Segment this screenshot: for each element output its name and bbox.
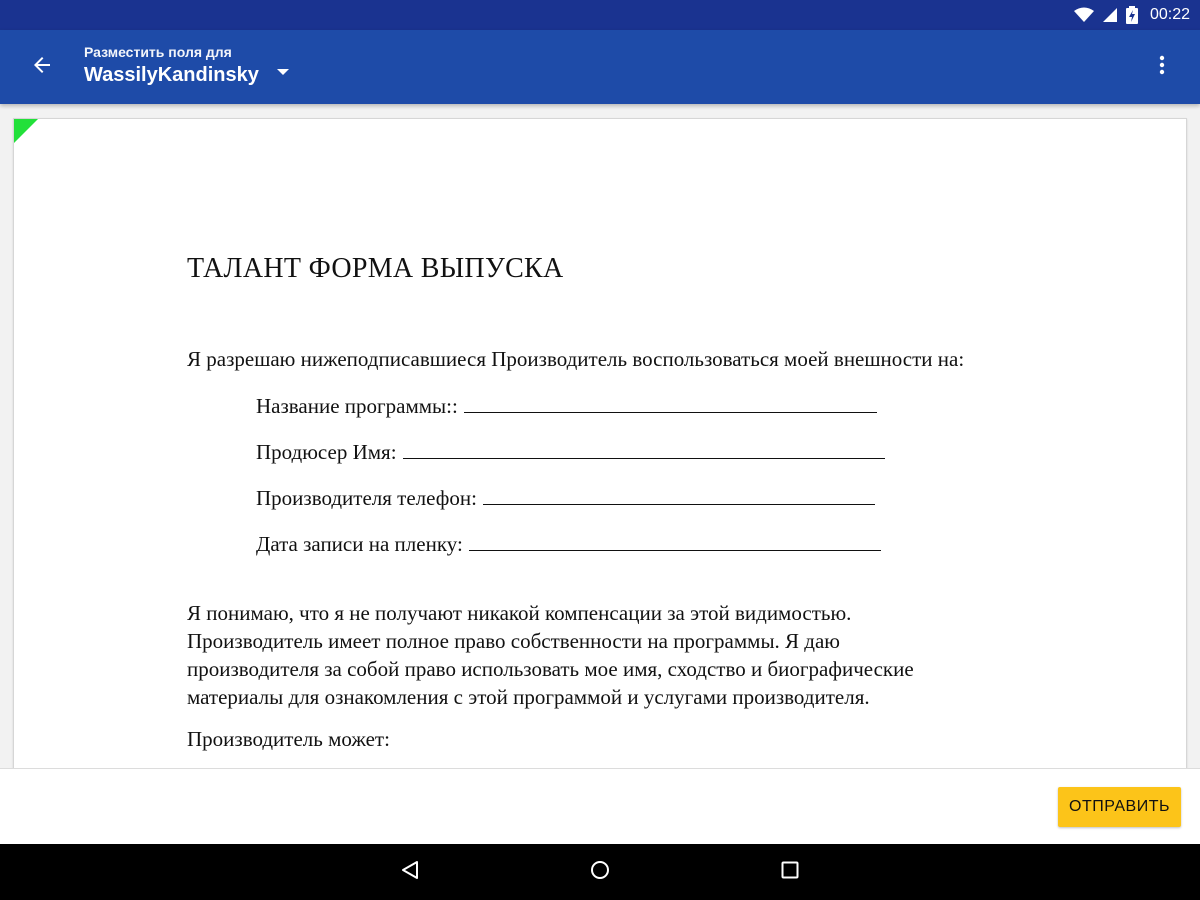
field-program-name bbox=[256, 394, 877, 419]
signal-icon bbox=[1102, 7, 1118, 23]
producer-may-heading: Производитель может: bbox=[187, 727, 390, 751]
blank-line bbox=[464, 395, 877, 413]
document-paragraph bbox=[187, 599, 1067, 711]
document-selector[interactable] bbox=[84, 61, 289, 89]
title-block bbox=[84, 43, 289, 89]
paragraph-line: производителя за собой право использовать мое имя, сходство и биографические bbox=[187, 657, 914, 681]
blank-line bbox=[483, 487, 875, 505]
nav-recents-button[interactable] bbox=[770, 852, 810, 892]
field-label: Название программы:: bbox=[256, 394, 458, 418]
nav-back-button[interactable] bbox=[390, 852, 430, 892]
back-triangle-icon bbox=[400, 860, 420, 885]
corner-marker bbox=[14, 119, 38, 143]
app-bar-title: WassilyKandinsky bbox=[84, 64, 259, 86]
action-bar bbox=[0, 768, 1200, 844]
field-label: Продюсер Имя: bbox=[256, 440, 397, 464]
dropdown-arrow-icon bbox=[277, 69, 289, 75]
wifi-icon bbox=[1074, 7, 1094, 23]
back-arrow-icon bbox=[30, 53, 54, 82]
nav-home-button[interactable] bbox=[580, 852, 620, 892]
status-bar bbox=[0, 0, 1200, 30]
back-button[interactable] bbox=[18, 43, 66, 91]
blank-line bbox=[469, 533, 881, 551]
field-producer-name bbox=[256, 440, 885, 465]
system-nav-bar bbox=[0, 844, 1200, 900]
field-label: Дата записи на пленку: bbox=[256, 532, 463, 556]
field-recording-date bbox=[256, 532, 881, 557]
field-producer-phone bbox=[256, 486, 875, 511]
paragraph-line: Производитель имеет полное право собственности на программы. Я даю bbox=[187, 629, 840, 653]
paragraph-line: Я понимаю, что я не получают никакой компенсации за этой видимостью. bbox=[187, 601, 852, 625]
document-intro: Я разрешаю нижеподписавшиеся Производитель воспользоваться моей внешности на: bbox=[187, 347, 965, 371]
status-time: 00:22 bbox=[1149, 6, 1190, 23]
recents-square-icon bbox=[781, 861, 799, 884]
overflow-menu-button[interactable] bbox=[1138, 43, 1186, 91]
overflow-menu-icon bbox=[1159, 55, 1165, 80]
document-viewer[interactable] bbox=[0, 104, 1200, 768]
home-circle-icon bbox=[590, 860, 610, 885]
field-label: Производителя телефон: bbox=[256, 486, 477, 510]
document-page[interactable] bbox=[13, 118, 1187, 768]
send-button[interactable]: ОТПРАВИТЬ bbox=[1058, 787, 1181, 827]
blank-line bbox=[403, 441, 885, 459]
app-bar bbox=[0, 30, 1200, 104]
battery-charging-icon bbox=[1126, 6, 1138, 24]
paragraph-line: материалы для ознакомления с этой программой и услугами производителя. bbox=[187, 685, 870, 709]
app-bar-subtitle: Разместить поля для bbox=[84, 44, 232, 60]
document-title: ТАЛАНТ ФОРМА ВЫПУСКА bbox=[187, 253, 564, 284]
